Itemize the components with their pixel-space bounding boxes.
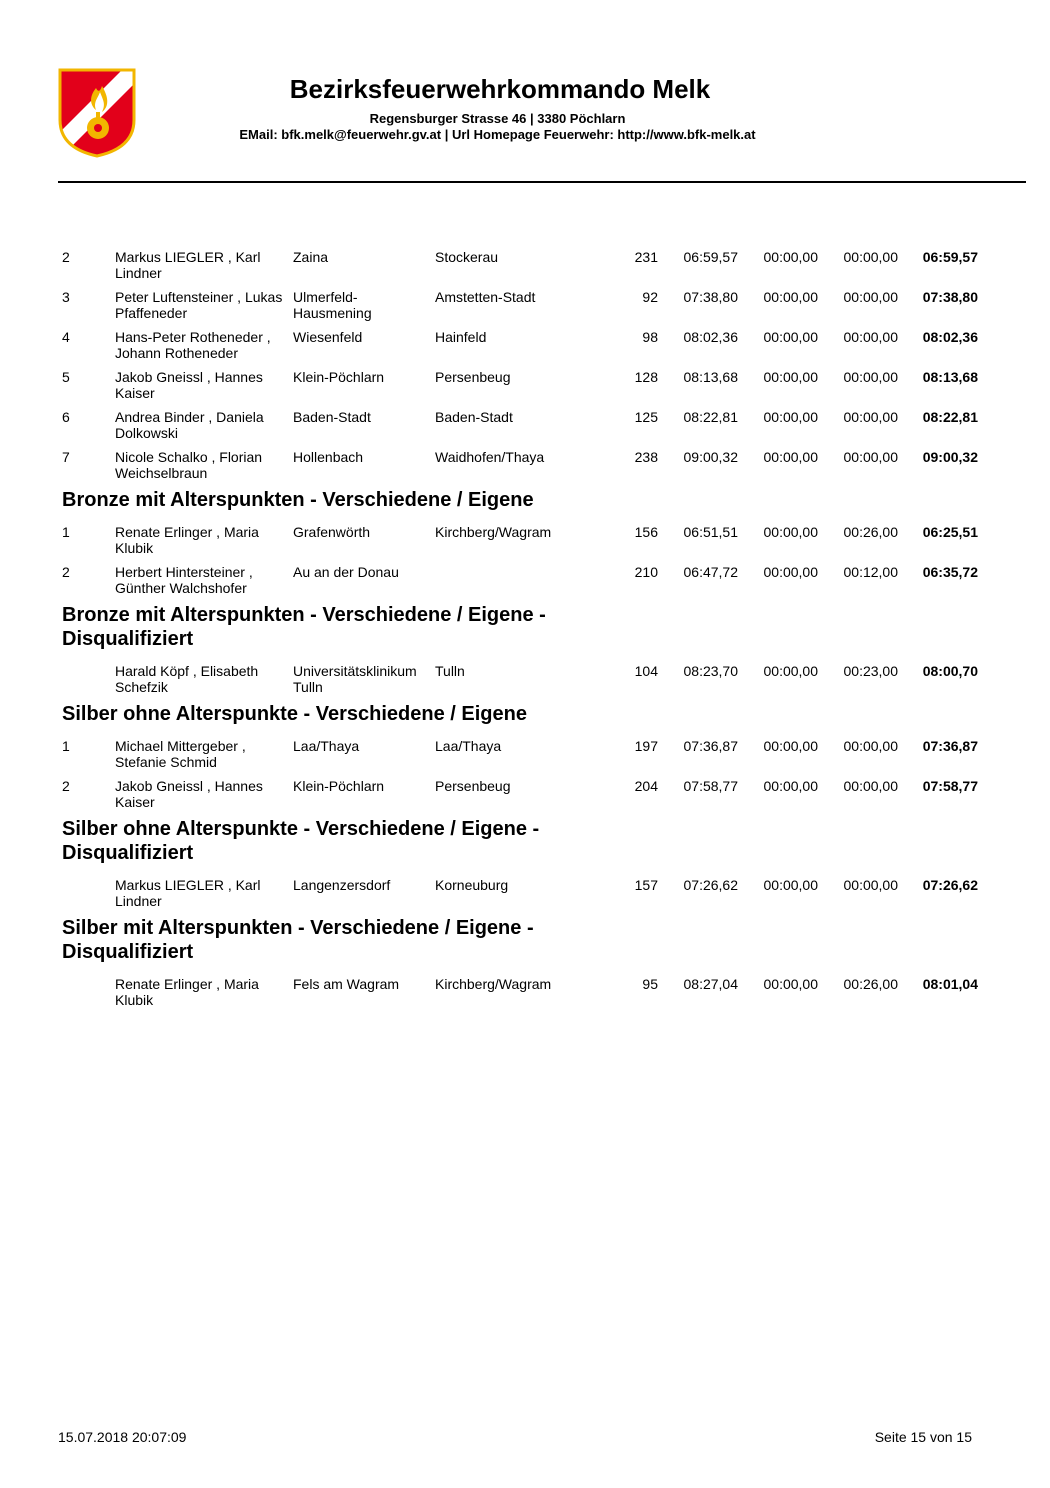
names-cell: Herbert Hintersteiner , Günther Walchshofer [115, 564, 253, 596]
result-row [0, 446, 1050, 486]
start-number-cell: 231 [634, 249, 658, 265]
total-time-cell: 08:22,81 [922, 409, 978, 425]
names-cell: Nicole Schalko , Florian Weichselbraun [115, 449, 263, 481]
total-time-cell: 08:13,68 [922, 369, 978, 385]
start-number-cell: 204 [634, 778, 658, 794]
section-heading: Silber mit Alterspunkten - Verschiedene / Eigene - Disqualifiziert [62, 917, 534, 963]
total-time-cell: 06:25,51 [922, 524, 978, 540]
names-cell: Hans-Peter Rotheneder , Johann Rotheneder [115, 329, 271, 361]
age-bonus-cell: 00:00,00 [843, 249, 898, 265]
total-time-cell: 06:59,57 [922, 249, 978, 265]
start-number-cell: 238 [634, 449, 658, 465]
city-cell: Persenbeug [435, 778, 511, 794]
penalty-cell: 00:00,00 [763, 778, 818, 794]
total-time-cell: 09:00,32 [922, 449, 978, 465]
header-address: Regensburger Strasse 46 | 3380 Pöchlarn [369, 111, 626, 126]
names-cell: Peter Luftensteiner , Lukas Pfaffeneder [115, 289, 283, 321]
age-bonus-cell: 00:00,00 [843, 738, 898, 754]
time-cell: 07:26,62 [683, 877, 738, 893]
time-cell: 08:13,68 [683, 369, 738, 385]
page-title: Bezirksfeuerwehrkommando Melk [289, 74, 711, 104]
names-cell: Renate Erlinger , Maria Klubik [115, 524, 259, 556]
result-row [0, 561, 1050, 601]
rank-cell: 2 [62, 249, 70, 265]
age-bonus-cell: 00:26,00 [843, 524, 898, 540]
penalty-cell: 00:00,00 [763, 564, 818, 580]
total-time-cell: 08:01,04 [922, 976, 978, 992]
club-cell: Ulmerfeld-Hausmening [293, 289, 372, 321]
result-row [0, 406, 1050, 446]
club-cell: Universitätsklinikum Tulln [293, 663, 417, 695]
penalty-cell: 00:00,00 [763, 329, 818, 345]
rank-cell: 1 [62, 738, 70, 754]
age-bonus-cell: 00:00,00 [843, 289, 898, 305]
total-time-cell: 08:02,36 [922, 329, 978, 345]
result-row [0, 286, 1050, 326]
rank-cell: 3 [62, 289, 70, 305]
result-row [0, 735, 1050, 775]
names-cell: Andrea Binder , Daniela Dolkowski [115, 409, 264, 441]
section-heading: Silber ohne Alterspunkte - Verschiedene / Eigene - Disqualifiziert [62, 818, 540, 864]
time-cell: 08:27,04 [683, 976, 738, 992]
city-cell: Laa/Thaya [435, 738, 502, 754]
age-bonus-cell: 00:00,00 [843, 877, 898, 893]
time-cell: 06:47,72 [683, 564, 738, 580]
penalty-cell: 00:00,00 [763, 449, 818, 465]
result-row [0, 326, 1050, 366]
footer-timestamp: 15.07.2018 20:07:09 [58, 1429, 187, 1445]
start-number-cell: 98 [642, 329, 658, 345]
rank-cell: 1 [62, 524, 70, 540]
rank-cell: 6 [62, 409, 70, 425]
result-row [0, 660, 1050, 700]
total-time-cell: 07:26,62 [922, 877, 978, 893]
city-cell: Korneuburg [435, 877, 509, 893]
rank-cell: 5 [62, 369, 70, 385]
start-number-cell: 104 [634, 663, 658, 679]
footer-page-number: Seite 15 von 15 [874, 1429, 972, 1445]
names-cell: Harald Köpf , Elisabeth Schefzik [115, 663, 259, 695]
rank-cell: 7 [62, 449, 70, 465]
result-row [0, 246, 1050, 286]
age-bonus-cell: 00:12,00 [843, 564, 898, 580]
result-row [0, 521, 1050, 561]
names-cell: Michael Mittergeber , Stefanie Schmid [115, 738, 246, 770]
club-cell: Klein-Pöchlarn [293, 778, 385, 794]
time-cell: 08:02,36 [683, 329, 738, 345]
rank-cell: 2 [62, 778, 70, 794]
names-cell: Markus LIEGLER , Karl Lindner [115, 249, 261, 281]
club-cell: Wiesenfeld [293, 329, 363, 345]
city-cell: Kirchberg/Wagram [435, 524, 552, 540]
city-cell: Baden-Stadt [435, 409, 513, 425]
total-time-cell: 07:58,77 [922, 778, 978, 794]
total-time-cell: 06:35,72 [922, 564, 978, 580]
section-heading: Bronze mit Alterspunkten - Verschiedene / Eigene - Disqualifiziert [62, 604, 546, 650]
time-cell: 09:00,32 [683, 449, 738, 465]
club-cell: Klein-Pöchlarn [293, 369, 385, 385]
time-cell: 08:22,81 [683, 409, 738, 425]
penalty-cell: 00:00,00 [763, 877, 818, 893]
city-cell: Waidhofen/Thaya [435, 449, 545, 465]
results-list [0, 246, 1050, 1013]
club-cell: Zaina [293, 249, 329, 265]
start-number-cell: 125 [634, 409, 658, 425]
start-number-cell: 156 [634, 524, 658, 540]
club-cell: Baden-Stadt [293, 409, 371, 425]
start-number-cell: 128 [634, 369, 658, 385]
club-cell: Fels am Wagram [293, 976, 400, 992]
total-time-cell: 07:36,87 [922, 738, 978, 754]
age-bonus-cell: 00:00,00 [843, 449, 898, 465]
age-bonus-cell: 00:00,00 [843, 409, 898, 425]
age-bonus-cell: 00:00,00 [843, 329, 898, 345]
time-cell: 08:23,70 [683, 663, 738, 679]
club-cell: Hollenbach [293, 449, 364, 465]
club-cell: Au an der Donau [293, 564, 399, 580]
club-cell: Langenzersdorf [293, 877, 391, 893]
time-cell: 06:51,51 [683, 524, 738, 540]
start-number-cell: 95 [642, 976, 658, 992]
city-cell: Amstetten-Stadt [435, 289, 536, 305]
age-bonus-cell: 00:23,00 [843, 663, 898, 679]
penalty-cell: 00:00,00 [763, 409, 818, 425]
start-number-cell: 210 [634, 564, 658, 580]
total-time-cell: 07:38,80 [922, 289, 978, 305]
header-divider [58, 181, 1026, 183]
rank-cell: 2 [62, 564, 70, 580]
names-cell: Renate Erlinger , Maria Klubik [115, 976, 259, 1008]
club-cell: Grafenwörth [293, 524, 371, 540]
section-heading: Silber ohne Alterspunkte - Verschiedene / Eigene [62, 703, 527, 725]
start-number-cell: 157 [634, 877, 658, 893]
time-cell: 07:58,77 [683, 778, 738, 794]
start-number-cell: 92 [642, 289, 658, 305]
city-cell: Stockerau [435, 249, 499, 265]
time-cell: 07:36,87 [683, 738, 738, 754]
names-cell: Jakob Gneissl , Hannes Kaiser [115, 369, 263, 401]
rank-cell: 4 [62, 329, 70, 345]
names-cell: Markus LIEGLER , Karl Lindner [115, 877, 261, 909]
result-row [0, 973, 1050, 1013]
penalty-cell: 00:00,00 [763, 738, 818, 754]
time-cell: 07:38,80 [683, 289, 738, 305]
age-bonus-cell: 00:26,00 [843, 976, 898, 992]
age-bonus-cell: 00:00,00 [843, 369, 898, 385]
time-cell: 06:59,57 [683, 249, 738, 265]
city-cell: Tulln [435, 663, 465, 679]
start-number-cell: 197 [634, 738, 658, 754]
section-heading: Bronze mit Alterspunkten - Verschiedene / Eigene [62, 489, 534, 511]
club-cell: Laa/Thaya [293, 738, 360, 754]
result-row [0, 775, 1050, 815]
penalty-cell: 00:00,00 [763, 524, 818, 540]
penalty-cell: 00:00,00 [763, 289, 818, 305]
header-contact: EMail: bfk.melk@feuerwehr.gv.at | Url Homepage Feuerwehr: http://www.bfk-melk.at [239, 127, 756, 142]
result-row [0, 874, 1050, 914]
city-cell: Hainfeld [435, 329, 487, 345]
age-bonus-cell: 00:00,00 [843, 778, 898, 794]
penalty-cell: 00:00,00 [763, 663, 818, 679]
penalty-cell: 00:00,00 [763, 249, 818, 265]
city-cell: Persenbeug [435, 369, 511, 385]
penalty-cell: 00:00,00 [763, 976, 818, 992]
total-time-cell: 08:00,70 [922, 663, 978, 679]
result-row [0, 366, 1050, 406]
city-cell: Kirchberg/Wagram [435, 976, 552, 992]
penalty-cell: 00:00,00 [763, 369, 818, 385]
names-cell: Jakob Gneissl , Hannes Kaiser [115, 778, 263, 810]
